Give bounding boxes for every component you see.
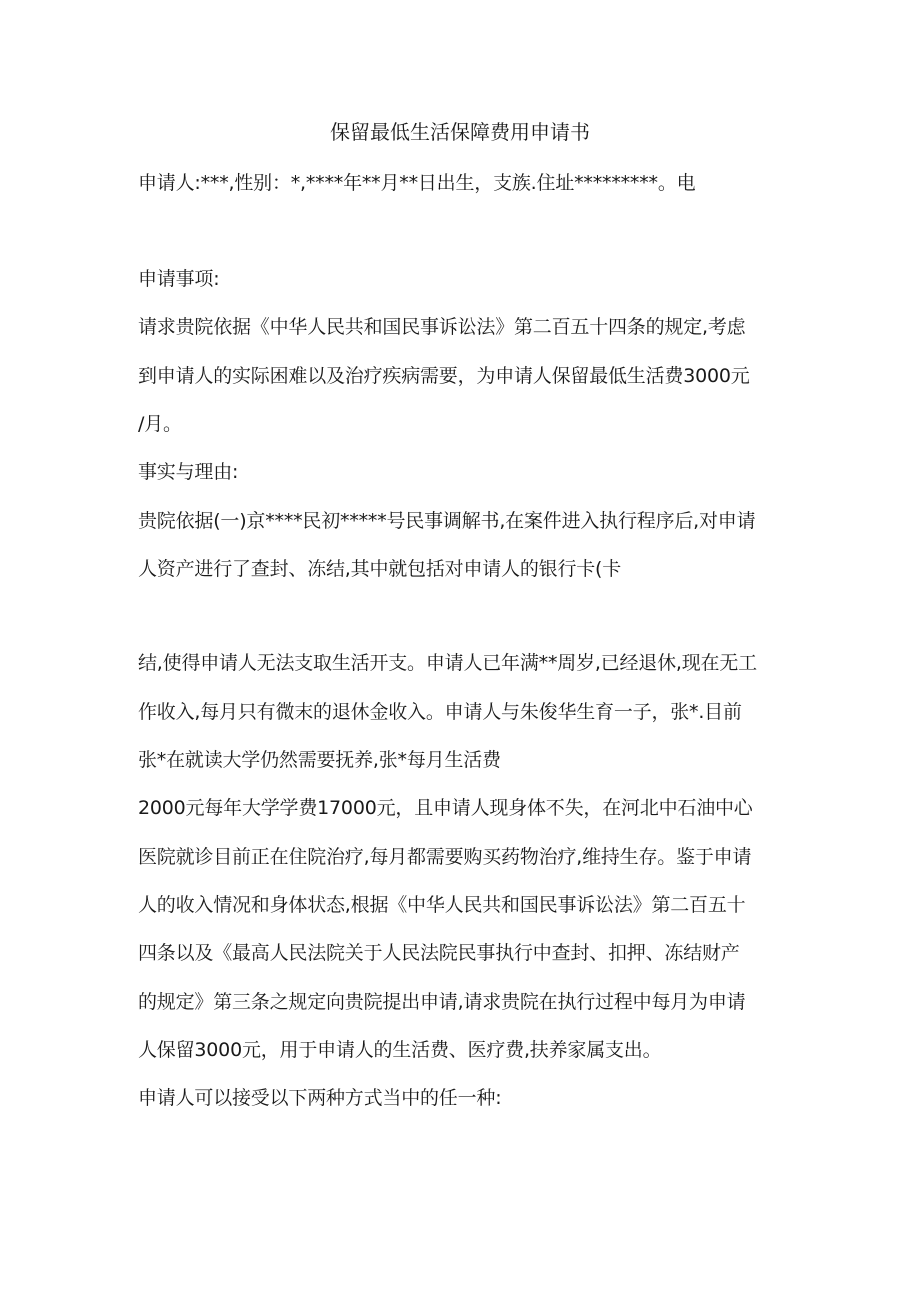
facts-heading: 事实与理由:	[138, 461, 239, 483]
applicant-info-line: 申请人:***,性别：*,****年**月**日出生，支族.住址*********。电	[138, 172, 696, 194]
facts-line: 医院就诊目前正在住院治疗,每月都需要购买药物治疗,维持生存。鉴于申请	[138, 846, 752, 868]
facts-line: 四条以及《最高人民法院关于人民法院民事执行中查封、扣押、冻结财产	[138, 942, 740, 964]
facts-line: 人资产进行了查封、冻结,其中就包括对申请人的银行卡(卡	[138, 558, 622, 580]
facts-line: 的规定》第三条之规定向贵院提出申请,请求贵院在执行过程中每月为申请	[138, 991, 746, 1013]
facts-line: 人的收入情况和身体状态,根据《中华人民共和国民事诉讼法》第二百五十	[138, 894, 746, 916]
request-heading: 申请事项:	[138, 268, 220, 290]
facts-line: 作收入,每月只有微末的退休金收入。申请人与朱俊华生育一子，张*.目前	[138, 701, 742, 723]
facts-line: 贵院依据(一)京****民初*****号民事调解书,在案件进入执行程序后,对申请	[138, 510, 756, 532]
document-title: 保留最低生活保障费用申请书	[330, 120, 590, 144]
request-line: /月。	[138, 413, 182, 435]
facts-line: 张*在就读大学仍然需要抚养,张*每月生活费	[138, 749, 501, 771]
request-line: 到申请人的实际困难以及治疗疾病需要，为申请人保留最低生活费3000元	[138, 365, 750, 387]
facts-line: 结,使得申请人无法支取生活开支。申请人已年满**周岁,已经退休,现在无工	[138, 652, 757, 674]
facts-line: 2000元每年大学学费17000元，且申请人现身体不失，在河北中石油中心	[138, 797, 753, 819]
request-line: 请求贵院依据《中华人民共和国民事诉讼法》第二百五十四条的规定,考虑	[138, 316, 746, 338]
options-intro-line: 申请人可以接受以下两种方式当中的任一种:	[138, 1087, 502, 1109]
facts-line: 人保留3000元，用于申请人的生活费、医疗费,扶养家属支出。	[138, 1039, 662, 1061]
